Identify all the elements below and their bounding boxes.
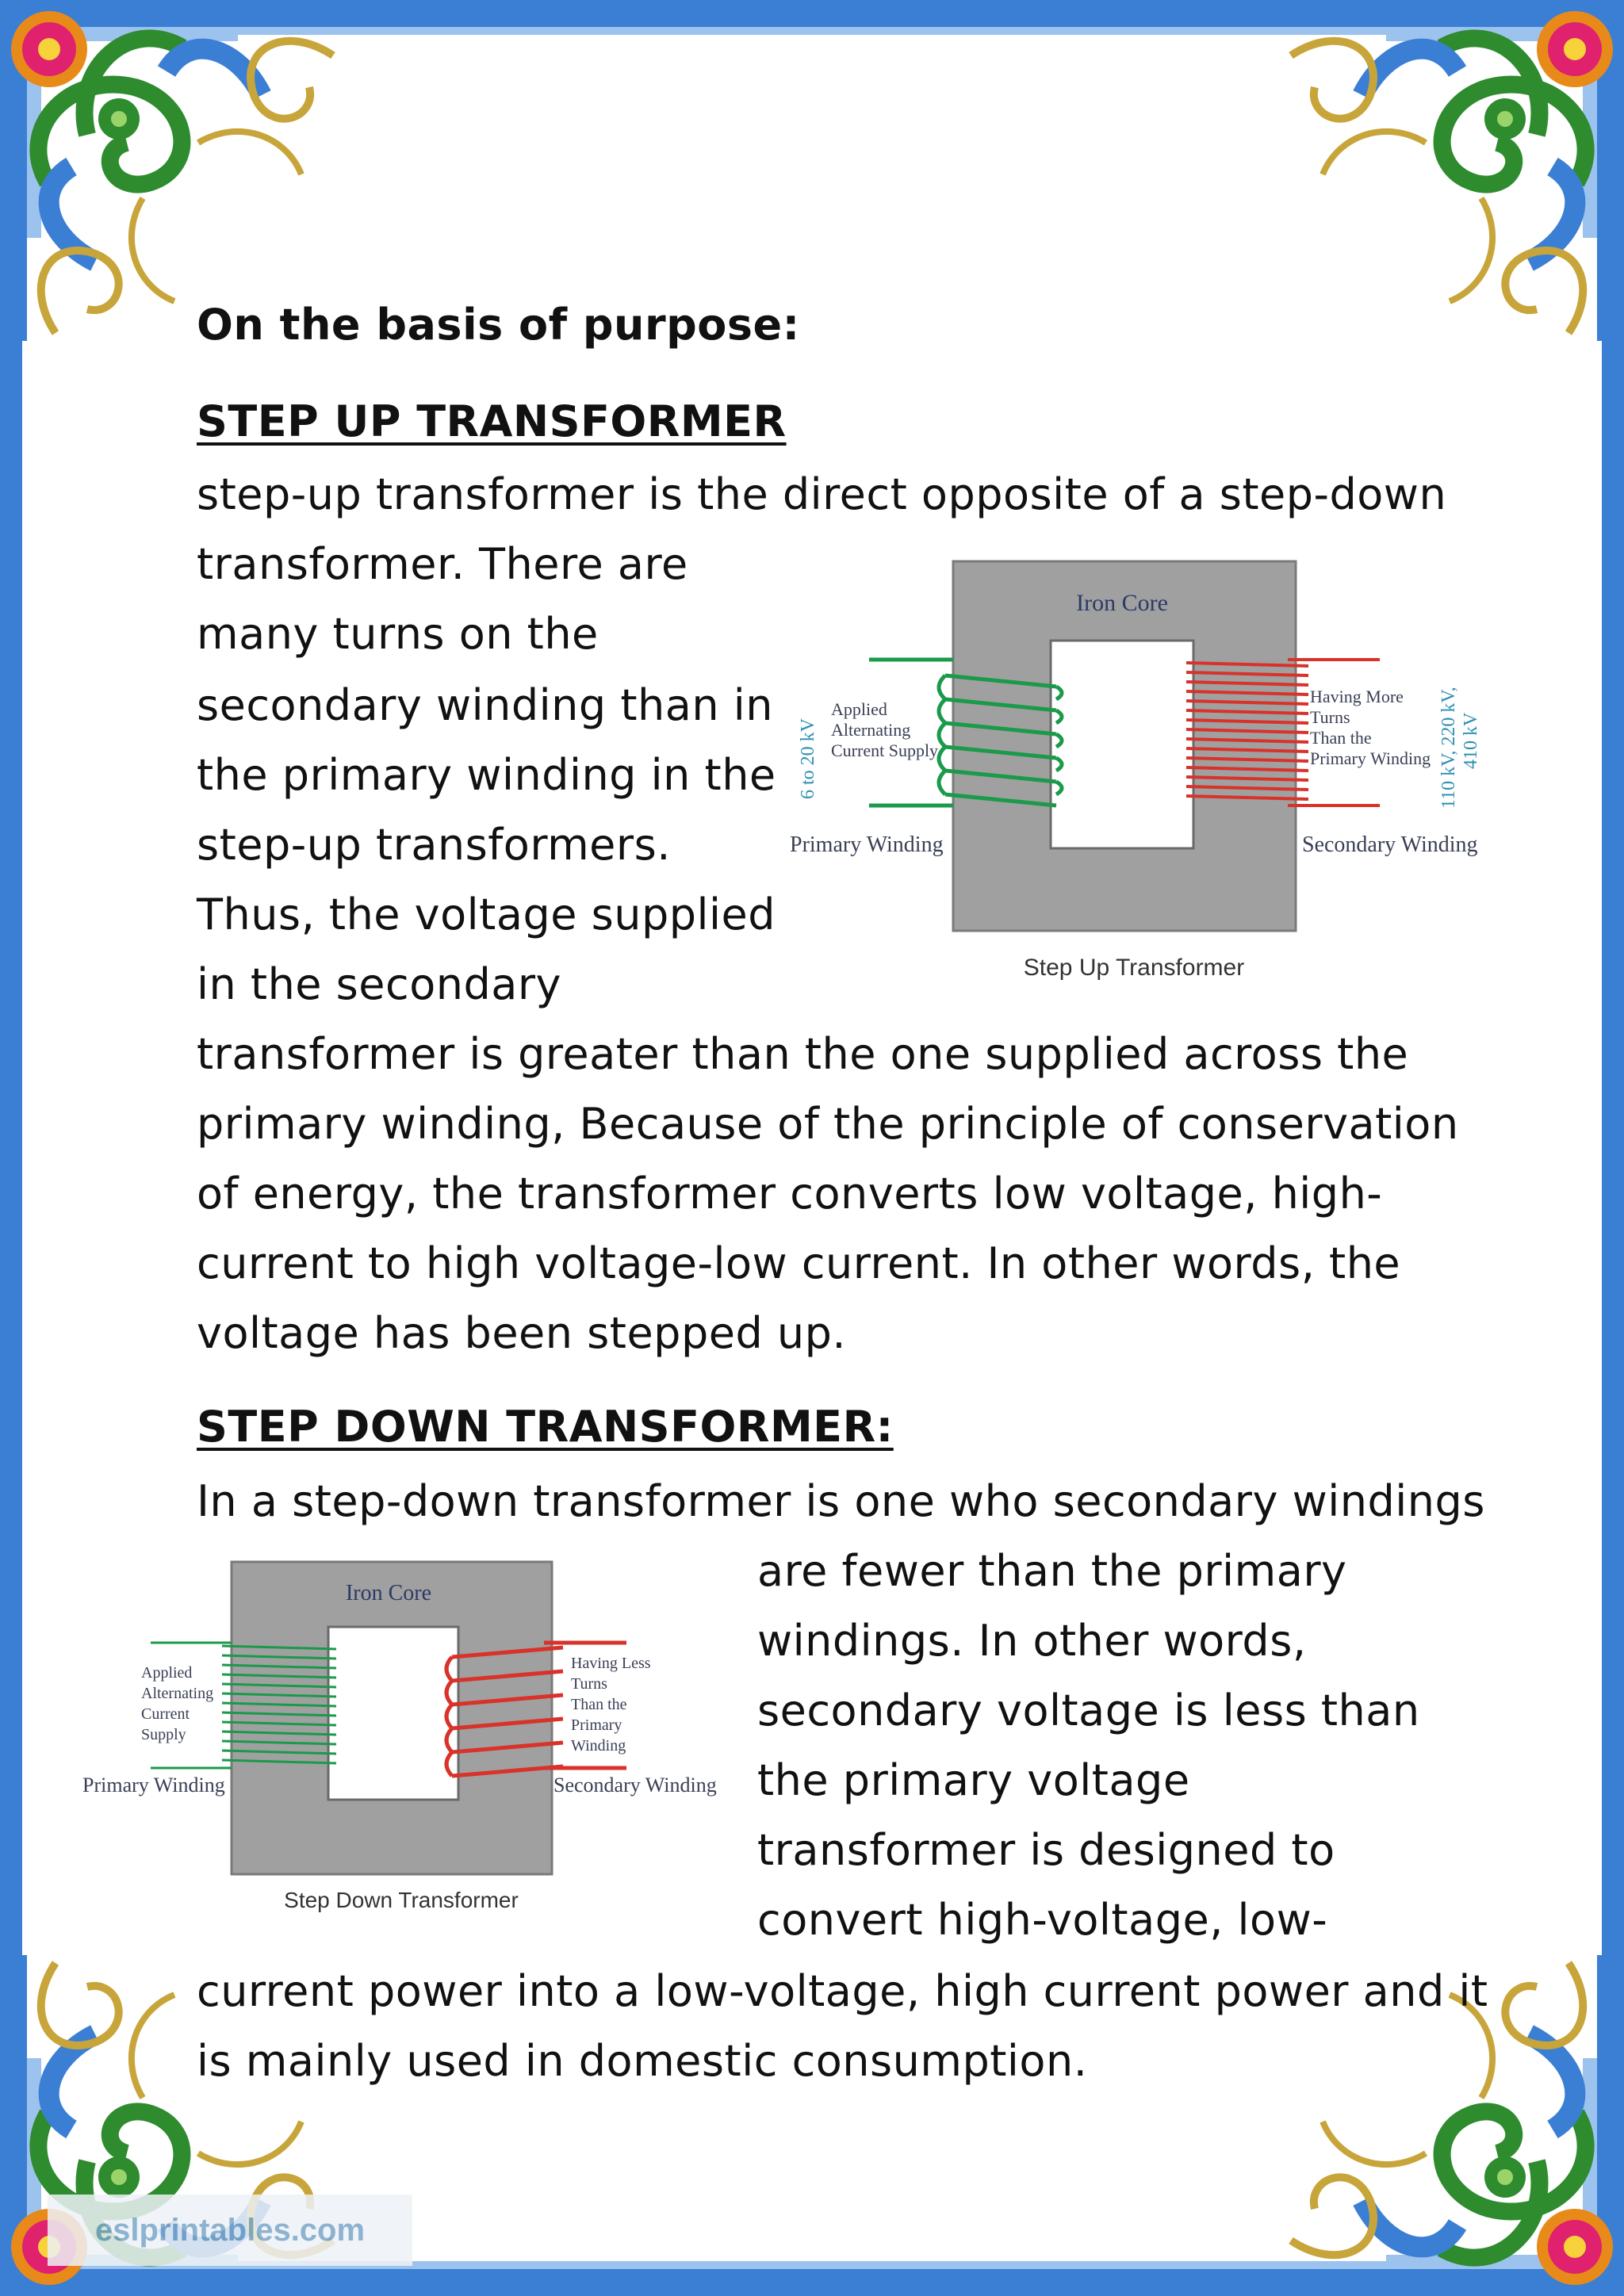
core-window xyxy=(328,1627,458,1800)
step-up-line: transformer. There are xyxy=(197,539,688,589)
secondary-note: Having Less xyxy=(571,1655,651,1672)
step-up-transformer-diagram xyxy=(777,547,1491,991)
secondary-note: Than the xyxy=(1310,728,1372,748)
step-up-line: step-up transformer is the direct opposite of a step-down xyxy=(197,469,1447,519)
supply-label: Applied xyxy=(831,699,887,719)
secondary-note: Primary Winding xyxy=(1310,748,1431,768)
supply-label: Applied xyxy=(141,1664,193,1682)
step-down-title: STEP DOWN TRANSFORMER: xyxy=(197,1402,894,1452)
step-up-line: step-up transformers. xyxy=(197,820,671,870)
secondary-note: Than the xyxy=(571,1696,627,1713)
voltage-right-label: 110 kV, 220 kV, xyxy=(1438,687,1459,809)
core-label: Iron Core xyxy=(345,1581,432,1605)
step-down-line: transformer is designed to xyxy=(757,1825,1335,1875)
secondary-note: Primary xyxy=(571,1716,622,1734)
diagram-caption: Step Down Transformer xyxy=(284,1888,519,1912)
watermark: eslprintables.com xyxy=(48,2195,412,2266)
step-up-line: primary winding, Because of the principle of conservation xyxy=(197,1099,1459,1149)
step-up-line: Thus, the voltage supplied xyxy=(197,890,776,939)
voltage-left-label: 6 to 20 kV xyxy=(798,718,818,799)
step-down-line: In a step-down transformer is one who secondary windings xyxy=(197,1476,1485,1526)
supply-label: Alternating xyxy=(141,1685,214,1702)
supply-label: Current Supply xyxy=(831,740,939,760)
secondary-note: Turns xyxy=(1310,707,1350,727)
supply-label: Supply xyxy=(141,1726,186,1743)
secondary-note: Turns xyxy=(571,1675,607,1693)
primary-winding-label: Primary Winding xyxy=(790,832,944,857)
supply-label: Current xyxy=(141,1705,190,1723)
step-up-line: voltage has been stepped up. xyxy=(197,1308,847,1358)
step-up-line: of energy, the transformer converts low voltage, high- xyxy=(197,1169,1383,1219)
step-up-title: STEP UP TRANSFORMER xyxy=(197,396,787,446)
secondary-note: Having More xyxy=(1310,687,1404,706)
secondary-note: Winding xyxy=(571,1737,626,1755)
step-down-line: convert high-voltage, low- xyxy=(757,1895,1328,1945)
step-down-line: are fewer than the primary xyxy=(757,1546,1347,1596)
step-down-line: secondary voltage is less than xyxy=(757,1686,1420,1735)
supply-label: Alternating xyxy=(831,720,911,740)
secondary-winding-label: Secondary Winding xyxy=(1302,832,1478,857)
core-label: Iron Core xyxy=(1076,590,1168,616)
section-heading: On the basis of purpose: xyxy=(197,300,800,350)
step-up-line: current to high voltage-low current. In other words, the xyxy=(197,1238,1401,1288)
step-down-line: the primary voltage xyxy=(757,1755,1190,1805)
step-up-line: transformer is greater than the one supplied across the xyxy=(197,1029,1409,1079)
step-up-line: the primary winding in the xyxy=(197,750,776,800)
diagram-caption: Step Up Transformer xyxy=(1023,955,1245,981)
voltage-right-label: 410 kV xyxy=(1461,712,1481,769)
step-down-transformer-diagram xyxy=(79,1554,730,1919)
core-window xyxy=(1051,641,1193,848)
step-up-line: in the secondary xyxy=(197,959,562,1009)
step-down-line: is mainly used in domestic consumption. xyxy=(197,2036,1088,2086)
step-down-line: current power into a low-voltage, high current power and it xyxy=(197,1966,1488,2016)
step-up-line: secondary winding than in xyxy=(197,680,773,730)
step-down-line: windings. In other words, xyxy=(757,1616,1307,1666)
step-up-line: many turns on the xyxy=(197,609,599,659)
secondary-winding-label: Secondary Winding xyxy=(553,1774,717,1797)
primary-winding-label: Primary Winding xyxy=(82,1774,225,1797)
